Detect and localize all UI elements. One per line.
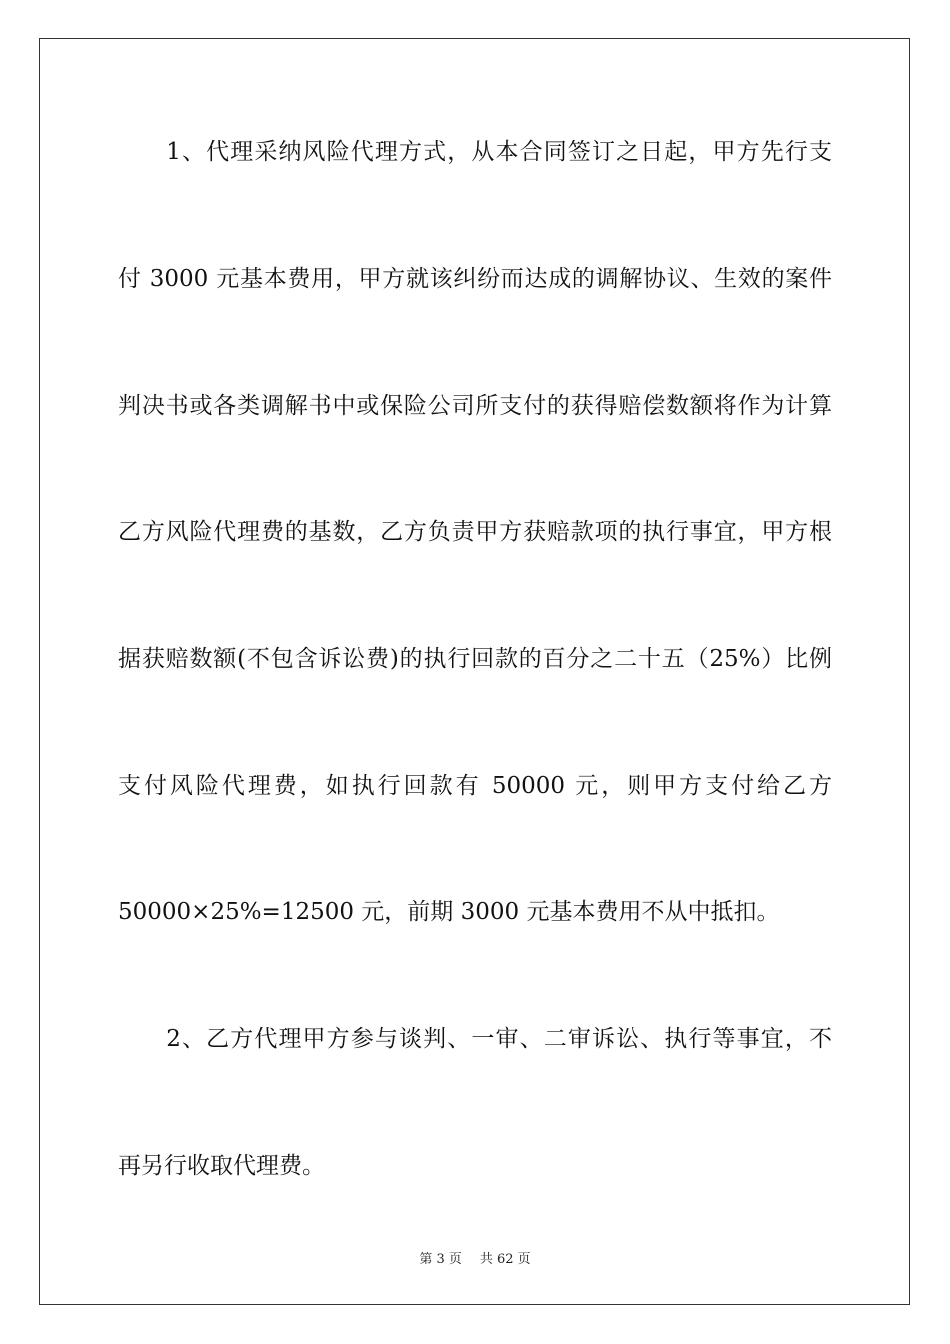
- paragraph-line: 乙方风险代理费的基数，乙方负责甲方获赔款项的执行事宜，甲方根: [118, 519, 832, 545]
- paragraph-line: 再另行收取代理费。: [118, 1153, 325, 1179]
- paragraph-line: 50000×25%=12500 元，前期 3000 元基本费用不从中抵扣。: [118, 899, 780, 925]
- paragraph-line: 2、乙方代理甲方参与谈判、一审、二审诉讼、执行等事宜，不: [118, 1026, 832, 1052]
- paragraph-line: 付 3000 元基本费用，甲方就该纠纷而达成的调解协议、生效的案件: [118, 266, 832, 292]
- paragraph-line: 支付风险代理费，如执行回款有 50000 元，则甲方支付给乙方: [118, 773, 832, 799]
- paragraph-line: 据获赔数额(不包含诉讼费)的执行回款的百分之二十五（25%）比例: [118, 646, 832, 672]
- paragraph-line: 判决书或各类调解书中或保险公司所支付的获得赔偿数额将作为计算: [118, 393, 832, 419]
- page-number: 第 3 页: [419, 1252, 462, 1267]
- page-total: 共 62 页: [479, 1252, 531, 1267]
- page-footer: [0, 1248, 950, 1267]
- paragraph-line: 1、代理采纳风险代理方式，从本合同签订之日起，甲方先行支: [118, 139, 832, 165]
